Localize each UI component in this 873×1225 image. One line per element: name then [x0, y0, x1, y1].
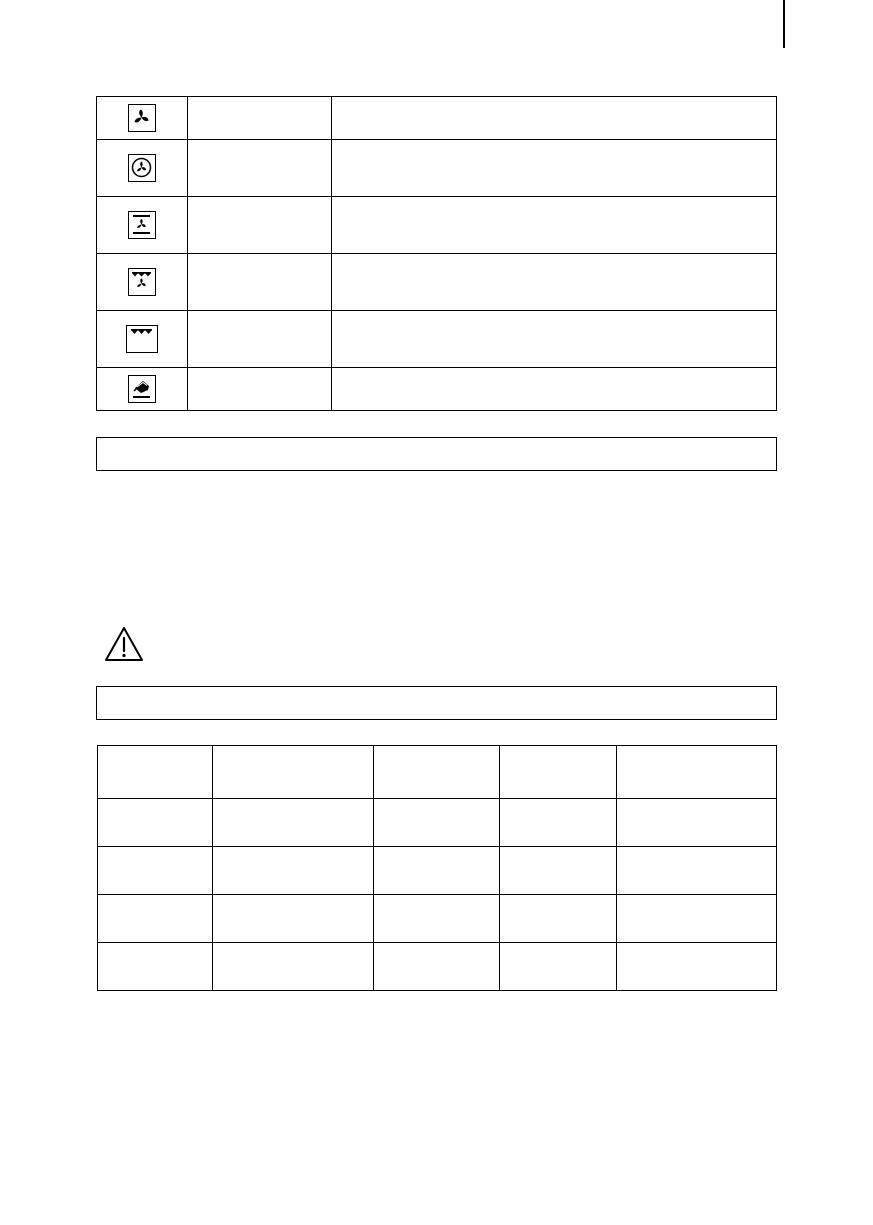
mode-row-fan-grill	[97, 254, 777, 311]
mode-description	[332, 311, 777, 368]
page-corner-line	[783, 0, 785, 48]
table-header-cell	[374, 746, 500, 799]
mode-name	[188, 97, 332, 140]
table-header-cell	[500, 746, 617, 799]
mode-description	[332, 140, 777, 197]
settings-table	[97, 745, 777, 991]
warning-triangle-icon	[104, 626, 144, 662]
mode-name	[188, 197, 332, 254]
table-row	[98, 895, 777, 943]
table-cell	[213, 895, 374, 943]
table-header-row	[98, 746, 777, 799]
table-header-cell	[213, 746, 374, 799]
table-cell	[374, 943, 500, 991]
mode-name	[188, 368, 332, 411]
table-row	[98, 943, 777, 991]
table-row	[98, 799, 777, 847]
table-cell	[500, 943, 617, 991]
table-cell	[617, 847, 777, 895]
mode-row-fan-top-bottom	[97, 197, 777, 254]
table-cell	[98, 895, 213, 943]
table-cell	[98, 799, 213, 847]
section-banner	[96, 686, 777, 720]
fan-icon	[128, 104, 156, 132]
table-cell	[374, 799, 500, 847]
grill-icon	[126, 325, 158, 353]
table-cell	[500, 847, 617, 895]
mode-name	[188, 140, 332, 197]
table-cell	[213, 847, 374, 895]
table-cell	[213, 943, 374, 991]
fan-grill-icon	[128, 268, 156, 296]
note-banner	[96, 437, 777, 471]
table-cell	[617, 799, 777, 847]
table-header-cell	[617, 746, 777, 799]
mode-description	[332, 368, 777, 411]
table-cell	[374, 895, 500, 943]
table-header-cell	[98, 746, 213, 799]
pizza-icon	[128, 375, 156, 403]
table-cell	[213, 799, 374, 847]
mode-description	[332, 254, 777, 311]
mode-name	[188, 254, 332, 311]
mode-row-fan	[97, 97, 777, 140]
mode-row-grill	[97, 311, 777, 368]
table-cell	[374, 847, 500, 895]
fan-top-bottom-heat-icon	[128, 211, 156, 239]
table-row	[98, 847, 777, 895]
table-cell	[500, 895, 617, 943]
table-cell	[98, 847, 213, 895]
circle-fan-icon	[128, 154, 156, 182]
oven-mode-table	[96, 96, 777, 411]
table-cell	[500, 799, 617, 847]
mode-row-circle-fan	[97, 140, 777, 197]
table-cell	[98, 943, 213, 991]
mode-row-pizza	[97, 368, 777, 411]
table-cell	[617, 943, 777, 991]
table-cell	[617, 895, 777, 943]
mode-name	[188, 311, 332, 368]
mode-description	[332, 197, 777, 254]
mode-description	[332, 97, 777, 140]
